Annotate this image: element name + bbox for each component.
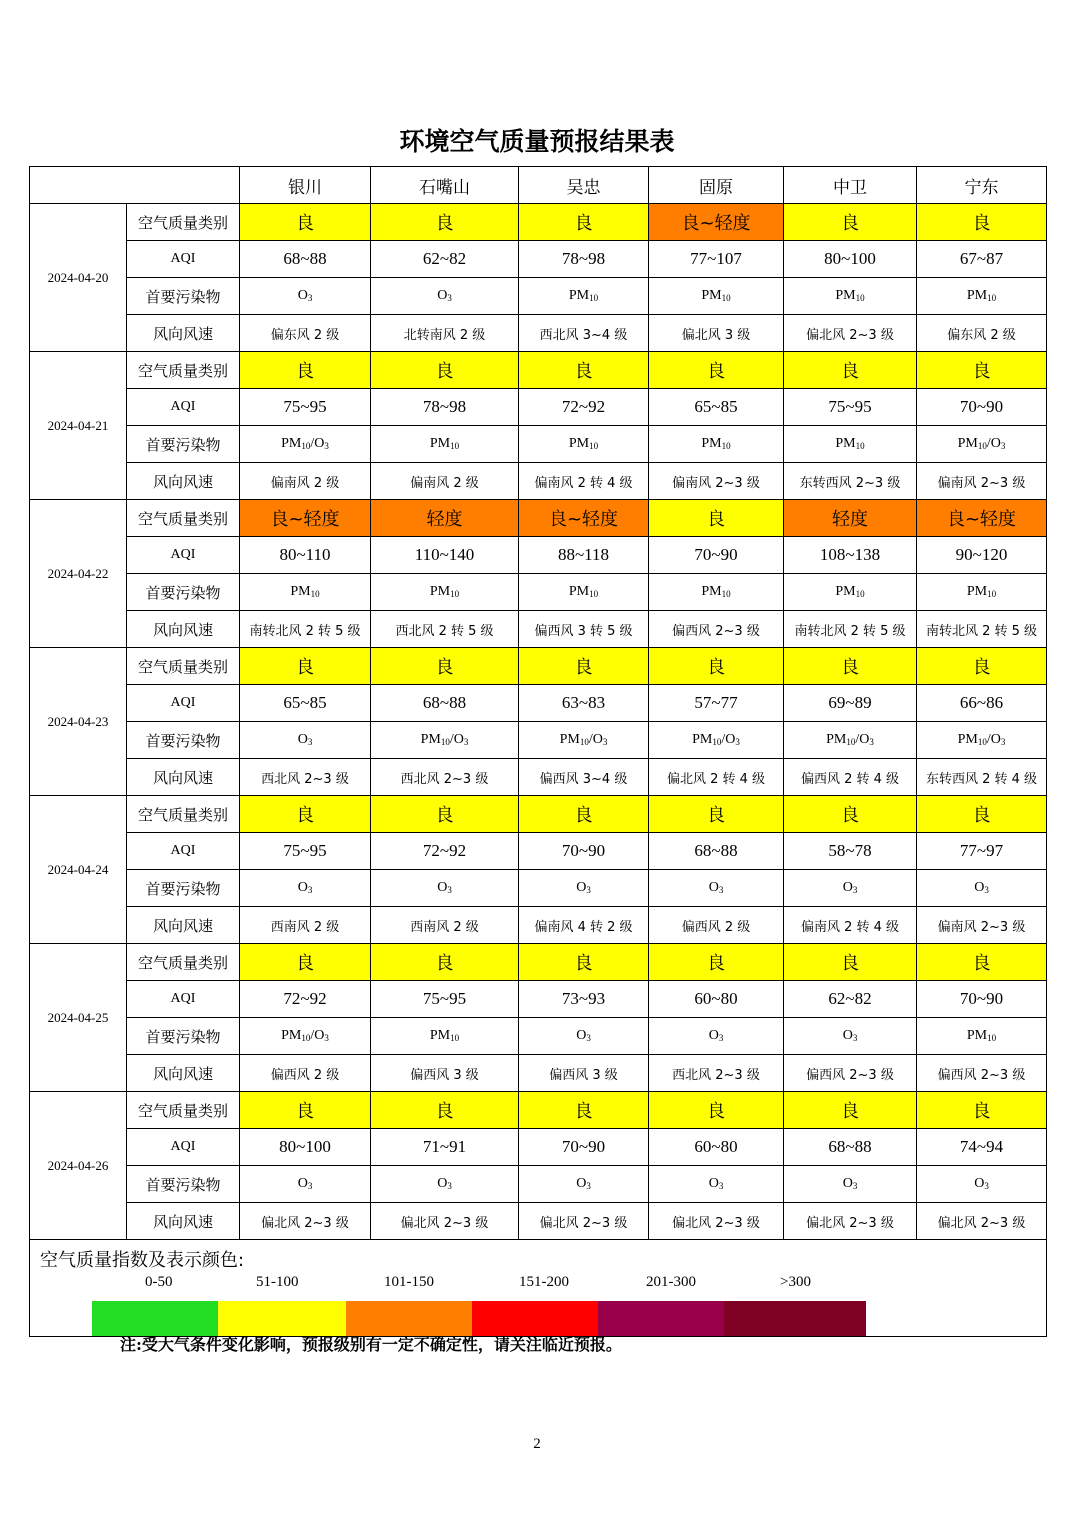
row-label: 首要污染物 [127,1018,240,1055]
table-row [30,1166,1047,1203]
table-row [30,722,1047,759]
row-label: 风向风速 [127,315,240,352]
city-header: 宁东 [917,167,1047,204]
aqi-cell: 68~88 [371,685,519,722]
pollutant-cell: $PM_{10}/O_3$ [371,722,519,759]
aqi-cell: 75~95 [240,833,371,870]
aqi-cell: 68~88 [784,1129,917,1166]
category-cell: 良 [917,352,1047,389]
wind-cell: 偏南风 2~3 级 [649,463,784,500]
legend-range-label: 51-100 [256,1274,299,1290]
pollutant-cell: $PM_{10}$ [649,278,784,315]
category-cell: 良 [649,796,784,833]
row-label: 风向风速 [127,907,240,944]
category-cell: 良 [240,648,371,685]
category-cell: 良~轻度 [519,500,649,537]
aqi-cell: 67~87 [917,241,1047,278]
table-row [30,1092,1047,1129]
category-cell: 良 [917,796,1047,833]
category-cell: 良 [784,1092,917,1129]
pollutant-cell: $PM_{10}/O_3$ [917,426,1047,463]
row-label: AQI [127,1129,240,1166]
wind-cell: 偏西风 2~3 级 [649,611,784,648]
category-cell: 良 [649,500,784,537]
aqi-cell: 68~88 [240,241,371,278]
date-cell: 2024-04-25 [30,944,127,1092]
wind-cell: 偏西风 3~4 级 [519,759,649,796]
legend-range-label: 151-200 [519,1274,569,1290]
category-cell: 良 [784,648,917,685]
pollutant-cell: $PM_{10}$ [371,574,519,611]
category-cell: 良 [917,944,1047,981]
table-row [30,537,1047,574]
category-cell: 良~轻度 [649,204,784,241]
wind-cell: 南转北风 2 转 5 级 [240,611,371,648]
legend-range-label: 201-300 [646,1274,696,1290]
category-cell: 良 [649,648,784,685]
table-row [30,796,1047,833]
wind-cell: 偏南风 2~3 级 [917,463,1047,500]
aqi-cell: 88~118 [519,537,649,574]
wind-cell: 偏北风 2~3 级 [784,1203,917,1240]
wind-cell: 偏西风 2 级 [649,907,784,944]
city-header: 中卫 [784,167,917,204]
pollutant-cell: $PM_{10}/O_3$ [240,426,371,463]
page-number: 2 [533,1436,541,1452]
wind-cell: 北转南风 2 级 [371,315,519,352]
category-cell: 良 [519,352,649,389]
aqi-cell: 75~95 [371,981,519,1018]
category-cell: 轻度 [784,500,917,537]
pollutant-cell: $PM_{10}$ [784,426,917,463]
wind-cell: 西北风 2 转 5 级 [371,611,519,648]
wind-cell: 西北风 2~3 级 [240,759,371,796]
date-cell: 2024-04-23 [30,648,127,796]
page-title: 环境空气质量预报结果表 [399,127,675,156]
table-row [30,611,1047,648]
table-row [30,426,1047,463]
category-cell: 良 [240,944,371,981]
city-header: 固原 [649,167,784,204]
wind-cell: 偏南风 2 转 4 级 [784,907,917,944]
table-row [30,1129,1047,1166]
category-cell: 良 [519,1092,649,1129]
pollutant-cell: $PM_{10}/O_3$ [649,722,784,759]
table-row [30,574,1047,611]
pollutant-cell: $PM_{10}$ [784,574,917,611]
row-label: 空气质量类别 [127,1092,240,1129]
pollutant-cell: $PM_{10}$ [519,278,649,315]
wind-cell: 偏北风 2~3 级 [649,1203,784,1240]
category-cell: 良 [371,1092,519,1129]
wind-cell: 偏北风 2~3 级 [784,315,917,352]
table-row [30,352,1047,389]
aqi-cell: 57~77 [649,685,784,722]
row-label: 空气质量类别 [127,500,240,537]
pollutant-cell: $PM_{10}$ [784,278,917,315]
pollutant-cell: $PM_{10}$ [917,574,1047,611]
table-row [30,389,1047,426]
aqi-cell: 70~90 [917,981,1047,1018]
wind-cell: 偏东风 2 级 [917,315,1047,352]
wind-cell: 偏北风 2~3 级 [371,1203,519,1240]
pollutant-cell: $PM_{10}$ [917,278,1047,315]
category-cell: 良~轻度 [240,500,371,537]
category-cell: 良~轻度 [917,500,1047,537]
pollutant-cell: $PM_{10}/O_3$ [240,1018,371,1055]
category-cell: 良 [917,648,1047,685]
forecast-table [29,166,1047,1337]
pollutant-cell: $PM_{10}/O_3$ [917,722,1047,759]
aqi-cell: 78~98 [519,241,649,278]
row-label: 空气质量类别 [127,352,240,389]
city-header: 石嘴山 [371,167,519,204]
wind-cell: 偏南风 2 转 4 级 [519,463,649,500]
category-cell: 良 [649,944,784,981]
category-cell: 良 [371,648,519,685]
category-cell: 良 [371,352,519,389]
category-cell: 轻度 [371,500,519,537]
aqi-cell: 73~93 [519,981,649,1018]
aqi-cell: 70~90 [519,833,649,870]
wind-cell: 偏东风 2 级 [240,315,371,352]
header-corner [30,167,240,204]
category-cell: 良 [371,796,519,833]
wind-cell: 偏西风 3 级 [519,1055,649,1092]
pollutant-cell: $PM_{10}/O_3$ [519,722,649,759]
aqi-cell: 58~78 [784,833,917,870]
aqi-cell: 77~107 [649,241,784,278]
aqi-cell: 78~98 [371,389,519,426]
pollutant-cell: $O_3$ [649,1018,784,1055]
pollutant-cell: $O_3$ [371,278,519,315]
wind-cell: 偏南风 4 转 2 级 [519,907,649,944]
legend-row [30,1240,1047,1337]
pollutant-cell: $O_3$ [371,1166,519,1203]
wind-cell: 西北风 3~4 级 [519,315,649,352]
aqi-cell: 63~83 [519,685,649,722]
wind-cell: 西南风 2 级 [371,907,519,944]
category-cell: 良 [240,1092,371,1129]
aqi-cell: 75~95 [784,389,917,426]
table-row [30,1203,1047,1240]
table-row [30,907,1047,944]
table-row [30,1055,1047,1092]
category-cell: 良 [649,1092,784,1129]
table-row [30,981,1047,1018]
pollutant-cell: $PM_{10}$ [371,426,519,463]
aqi-cell: 69~89 [784,685,917,722]
table-row [30,648,1047,685]
aqi-cell: 75~95 [240,389,371,426]
wind-cell: 南转北风 2 转 5 级 [917,611,1047,648]
wind-cell: 西北风 2~3 级 [649,1055,784,1092]
table-row [30,759,1047,796]
wind-cell: 偏西风 2 级 [240,1055,371,1092]
aqi-cell: 60~80 [649,1129,784,1166]
category-cell: 良 [519,204,649,241]
category-cell: 良 [519,648,649,685]
category-cell: 良 [371,204,519,241]
wind-cell: 偏南风 2~3 级 [917,907,1047,944]
category-cell: 良 [784,796,917,833]
row-label: 首要污染物 [127,870,240,907]
aqi-cell: 77~97 [917,833,1047,870]
category-cell: 良 [917,204,1047,241]
row-label: AQI [127,833,240,870]
table-row [30,870,1047,907]
category-cell: 良 [371,944,519,981]
aqi-cell: 72~92 [371,833,519,870]
pollutant-cell: $O_3$ [519,870,649,907]
aqi-cell: 65~85 [649,389,784,426]
pollutant-cell: $O_3$ [240,1166,371,1203]
wind-cell: 偏西风 3 级 [371,1055,519,1092]
category-cell: 良 [784,204,917,241]
table-row [30,944,1047,981]
table-row [30,204,1047,241]
category-cell: 良 [784,944,917,981]
aqi-cell: 90~120 [917,537,1047,574]
pollutant-cell: $O_3$ [649,870,784,907]
row-label: AQI [127,241,240,278]
aqi-legend [30,1240,1047,1336]
pollutant-cell: $PM_{10}$ [649,574,784,611]
table-row [30,241,1047,278]
pollutant-cell: $O_3$ [519,1166,649,1203]
row-label: AQI [127,537,240,574]
city-header: 吴忠 [519,167,649,204]
aqi-cell: 80~100 [240,1129,371,1166]
wind-cell: 偏西风 3 转 5 级 [519,611,649,648]
date-cell: 2024-04-22 [30,500,127,648]
table-row [30,463,1047,500]
aqi-cell: 74~94 [917,1129,1047,1166]
row-label: 首要污染物 [127,722,240,759]
category-cell: 良 [240,352,371,389]
category-cell: 良 [917,1092,1047,1129]
wind-cell: 西北风 2~3 级 [371,759,519,796]
wind-cell: 西南风 2 级 [240,907,371,944]
legend-cell [30,1240,1047,1337]
row-label: AQI [127,981,240,1018]
wind-cell: 偏南风 2 级 [371,463,519,500]
pollutant-cell: $O_3$ [240,870,371,907]
legend-range-label: >300 [780,1274,811,1290]
aqi-cell: 68~88 [649,833,784,870]
pollutant-cell: $O_3$ [240,722,371,759]
pollutant-cell: $O_3$ [917,870,1047,907]
row-label: 空气质量类别 [127,648,240,685]
table-row [30,833,1047,870]
row-label: AQI [127,389,240,426]
pollutant-cell: $O_3$ [371,870,519,907]
aqi-cell: 60~80 [649,981,784,1018]
table-row [30,1018,1047,1055]
aqi-cell: 72~92 [519,389,649,426]
row-label: 风向风速 [127,1055,240,1092]
table-row [30,278,1047,315]
category-cell: 良 [240,204,371,241]
category-cell: 良 [240,796,371,833]
row-label: 风向风速 [127,759,240,796]
aqi-cell: 70~90 [519,1129,649,1166]
wind-cell: 偏西风 2 转 4 级 [784,759,917,796]
wind-cell: 偏西风 2~3 级 [917,1055,1047,1092]
table-row [30,500,1047,537]
pollutant-cell: $PM_{10}/O_3$ [784,722,917,759]
row-label: 空气质量类别 [127,204,240,241]
row-label: 首要污染物 [127,426,240,463]
pollutant-cell: $O_3$ [784,1018,917,1055]
date-cell: 2024-04-24 [30,796,127,944]
row-label: 风向风速 [127,463,240,500]
footnote: 注:受大气条件变化影响，预报级别有一定不确定性，请关注临近预报。 [120,1335,622,1354]
pollutant-cell: $O_3$ [784,870,917,907]
category-cell: 良 [519,944,649,981]
legend-range-label: 101-150 [384,1274,434,1290]
row-label: 风向风速 [127,1203,240,1240]
aqi-cell: 65~85 [240,685,371,722]
wind-cell: 偏北风 2~3 级 [519,1203,649,1240]
aqi-cell: 80~100 [784,241,917,278]
wind-cell: 偏北风 2~3 级 [240,1203,371,1240]
pollutant-cell: $O_3$ [240,278,371,315]
wind-cell: 东转西风 2 转 4 级 [917,759,1047,796]
wind-cell: 南转北风 2 转 5 级 [784,611,917,648]
pollutant-cell: $PM_{10}$ [519,426,649,463]
table-row [30,685,1047,722]
row-label: 风向风速 [127,611,240,648]
pollutant-cell: $PM_{10}$ [240,574,371,611]
header-row [30,167,1047,204]
aqi-cell: 71~91 [371,1129,519,1166]
pollutant-cell: $PM_{10}$ [917,1018,1047,1055]
category-cell: 良 [784,352,917,389]
row-label: 首要污染物 [127,278,240,315]
pollutant-cell: $O_3$ [784,1166,917,1203]
pollutant-cell: $O_3$ [519,1018,649,1055]
row-label: 首要污染物 [127,1166,240,1203]
aqi-cell: 70~90 [917,389,1047,426]
wind-cell: 偏南风 2 级 [240,463,371,500]
legend-range-label: 0-50 [145,1274,173,1290]
aqi-cell: 72~92 [240,981,371,1018]
aqi-cell: 108~138 [784,537,917,574]
legend-color-swatch [724,1301,866,1337]
aqi-cell: 70~90 [649,537,784,574]
pollutant-cell: $O_3$ [649,1166,784,1203]
city-header: 银川 [240,167,371,204]
date-cell: 2024-04-20 [30,204,127,352]
aqi-cell: 62~82 [371,241,519,278]
wind-cell: 偏北风 3 级 [649,315,784,352]
pollutant-cell: $PM_{10}$ [649,426,784,463]
category-cell: 良 [519,796,649,833]
wind-cell: 东转西风 2~3 级 [784,463,917,500]
wind-cell: 偏北风 2~3 级 [917,1203,1047,1240]
aqi-cell: 66~86 [917,685,1047,722]
aqi-cell: 62~82 [784,981,917,1018]
row-label: 空气质量类别 [127,796,240,833]
category-cell: 良 [649,352,784,389]
wind-cell: 偏北风 2 转 4 级 [649,759,784,796]
row-label: 空气质量类别 [127,944,240,981]
row-label: 首要污染物 [127,574,240,611]
pollutant-cell: $PM_{10}$ [519,574,649,611]
date-cell: 2024-04-21 [30,352,127,500]
pollutant-cell: $PM_{10}$ [371,1018,519,1055]
aqi-cell: 110~140 [371,537,519,574]
pollutant-cell: $O_3$ [917,1166,1047,1203]
aqi-cell: 80~110 [240,537,371,574]
wind-cell: 偏西风 2~3 级 [784,1055,917,1092]
date-cell: 2024-04-26 [30,1092,127,1240]
legend-title: 空气质量指数及表示颜色: [40,1250,245,1271]
row-label: AQI [127,685,240,722]
table-row [30,315,1047,352]
